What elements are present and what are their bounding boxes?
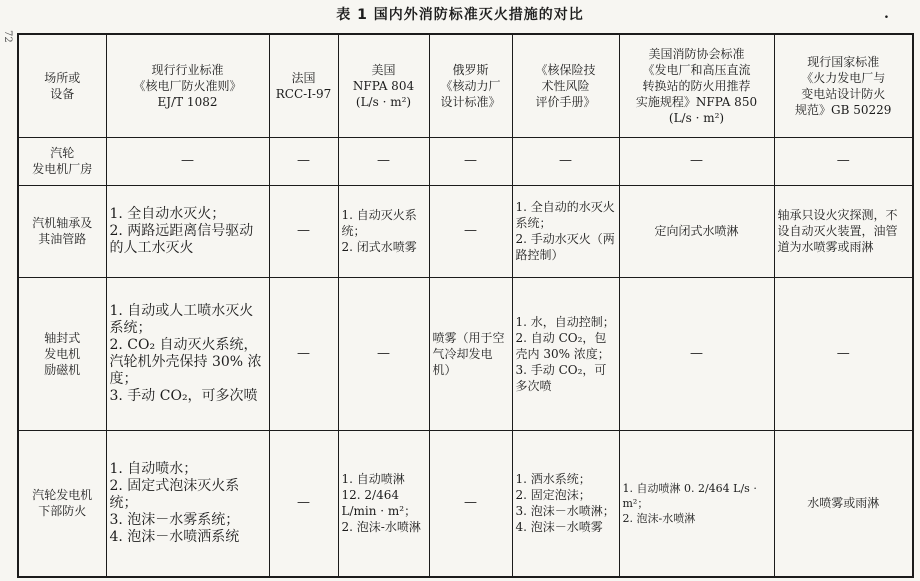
header-nfpa850: 美国消防协会标准 《发电厂和高压直流 转换站的防火用推荐 实施规程》NFPA 850 (L/s · m²): [619, 34, 774, 137]
header-ejt1082: 现行行业标准 《核电厂防火准则》 EJ/T 1082: [106, 34, 269, 137]
table-cell: 1. 水，自动控制； 2. 自动 CO₂，包壳内 30% 浓度； 3. 手动 CO₂，可多次喷: [512, 277, 619, 430]
header-insurance: 《核保险技 术性风险 评价手册》: [512, 34, 619, 137]
table-row: [18, 185, 913, 277]
row-place: 汽轮 发电机厂房: [18, 137, 106, 185]
row-place: 汽机轴承及 其油管路: [18, 185, 106, 277]
table-cell: —: [338, 277, 429, 430]
table-cell: —: [774, 277, 913, 430]
table-cell: —: [429, 137, 512, 185]
table-caption: 表 1 国内外消防标准灭火措施的对比: [336, 7, 584, 23]
table-cell: 1. 自动喷水； 2. 固定式泡沫灭火系统； 3. 泡沫－水雾系统； 4. 泡沫－水喷洒系统: [106, 430, 269, 577]
table-row: [18, 430, 913, 577]
table-cell: —: [619, 137, 774, 185]
header-rcc: 法国 RCC-I-97: [269, 34, 338, 137]
table-cell: —: [269, 137, 338, 185]
table-cell: 喷雾（用于空气冷却发电机）: [429, 277, 512, 430]
table-cell: 轴承只设火灾探测，不设自动灭火装置，油管道为水喷雾或雨淋: [774, 185, 913, 277]
table-cell: 1. 自动灭火系统； 2. 闭式水喷雾: [338, 185, 429, 277]
header-gb50229: 现行国家标准 《火力发电厂与 变电站设计防火 规范》GB 50229: [774, 34, 913, 137]
table-cell: 1. 自动喷淋 0. 2/464 L/s · m²； 2. 泡沫-水喷淋: [619, 430, 774, 577]
comparison-table: [17, 33, 914, 578]
table-cell: 1. 洒水系统； 2. 固定泡沫； 3. 泡沫－水喷淋； 4. 泡沫－水喷雾: [512, 430, 619, 577]
table-cell: 1. 自动喷淋 12. 2/464 L/min · m²； 2. 泡沫-水喷淋: [338, 430, 429, 577]
page-margin-mark: 72: [2, 30, 13, 43]
row-place: 汽轮发电机 下部防火: [18, 430, 106, 577]
row-place: 轴封式 发电机 励磁机: [18, 277, 106, 430]
table-cell: —: [429, 185, 512, 277]
table-cell: —: [269, 277, 338, 430]
table-cell: 水喷雾或雨淋: [774, 430, 913, 577]
table-cell: —: [269, 430, 338, 577]
corner-mark: .: [884, 6, 889, 22]
table-cell: —: [106, 137, 269, 185]
table-cell: —: [512, 137, 619, 185]
table-cell: 1. 全自动的水灭火系统； 2. 手动水灭火（两路控制）: [512, 185, 619, 277]
table-cell: —: [429, 430, 512, 577]
table-cell: 1. 全自动水灭火； 2. 两路远距离信号驱动的人工水灭火: [106, 185, 269, 277]
table-row: [18, 277, 913, 430]
table-cell: —: [619, 277, 774, 430]
header-place: 场所或 设备: [18, 34, 106, 137]
header-russia: 俄罗斯 《核动力厂 设计标准》: [429, 34, 512, 137]
table-row: [18, 137, 913, 185]
table-cell: 1. 自动或人工喷水灭火系统； 2. CO₂ 自动灭火系统，汽轮机外壳保持 30% 浓度； 3. 手动 CO₂，可多次喷: [106, 277, 269, 430]
header-row: [18, 34, 913, 137]
table-cell: 定向闭式水喷淋: [619, 185, 774, 277]
table-cell: —: [269, 185, 338, 277]
table-cell: —: [774, 137, 913, 185]
table-cell: —: [338, 137, 429, 185]
header-nfpa804: 美国 NFPA 804 (L/s · m²): [338, 34, 429, 137]
